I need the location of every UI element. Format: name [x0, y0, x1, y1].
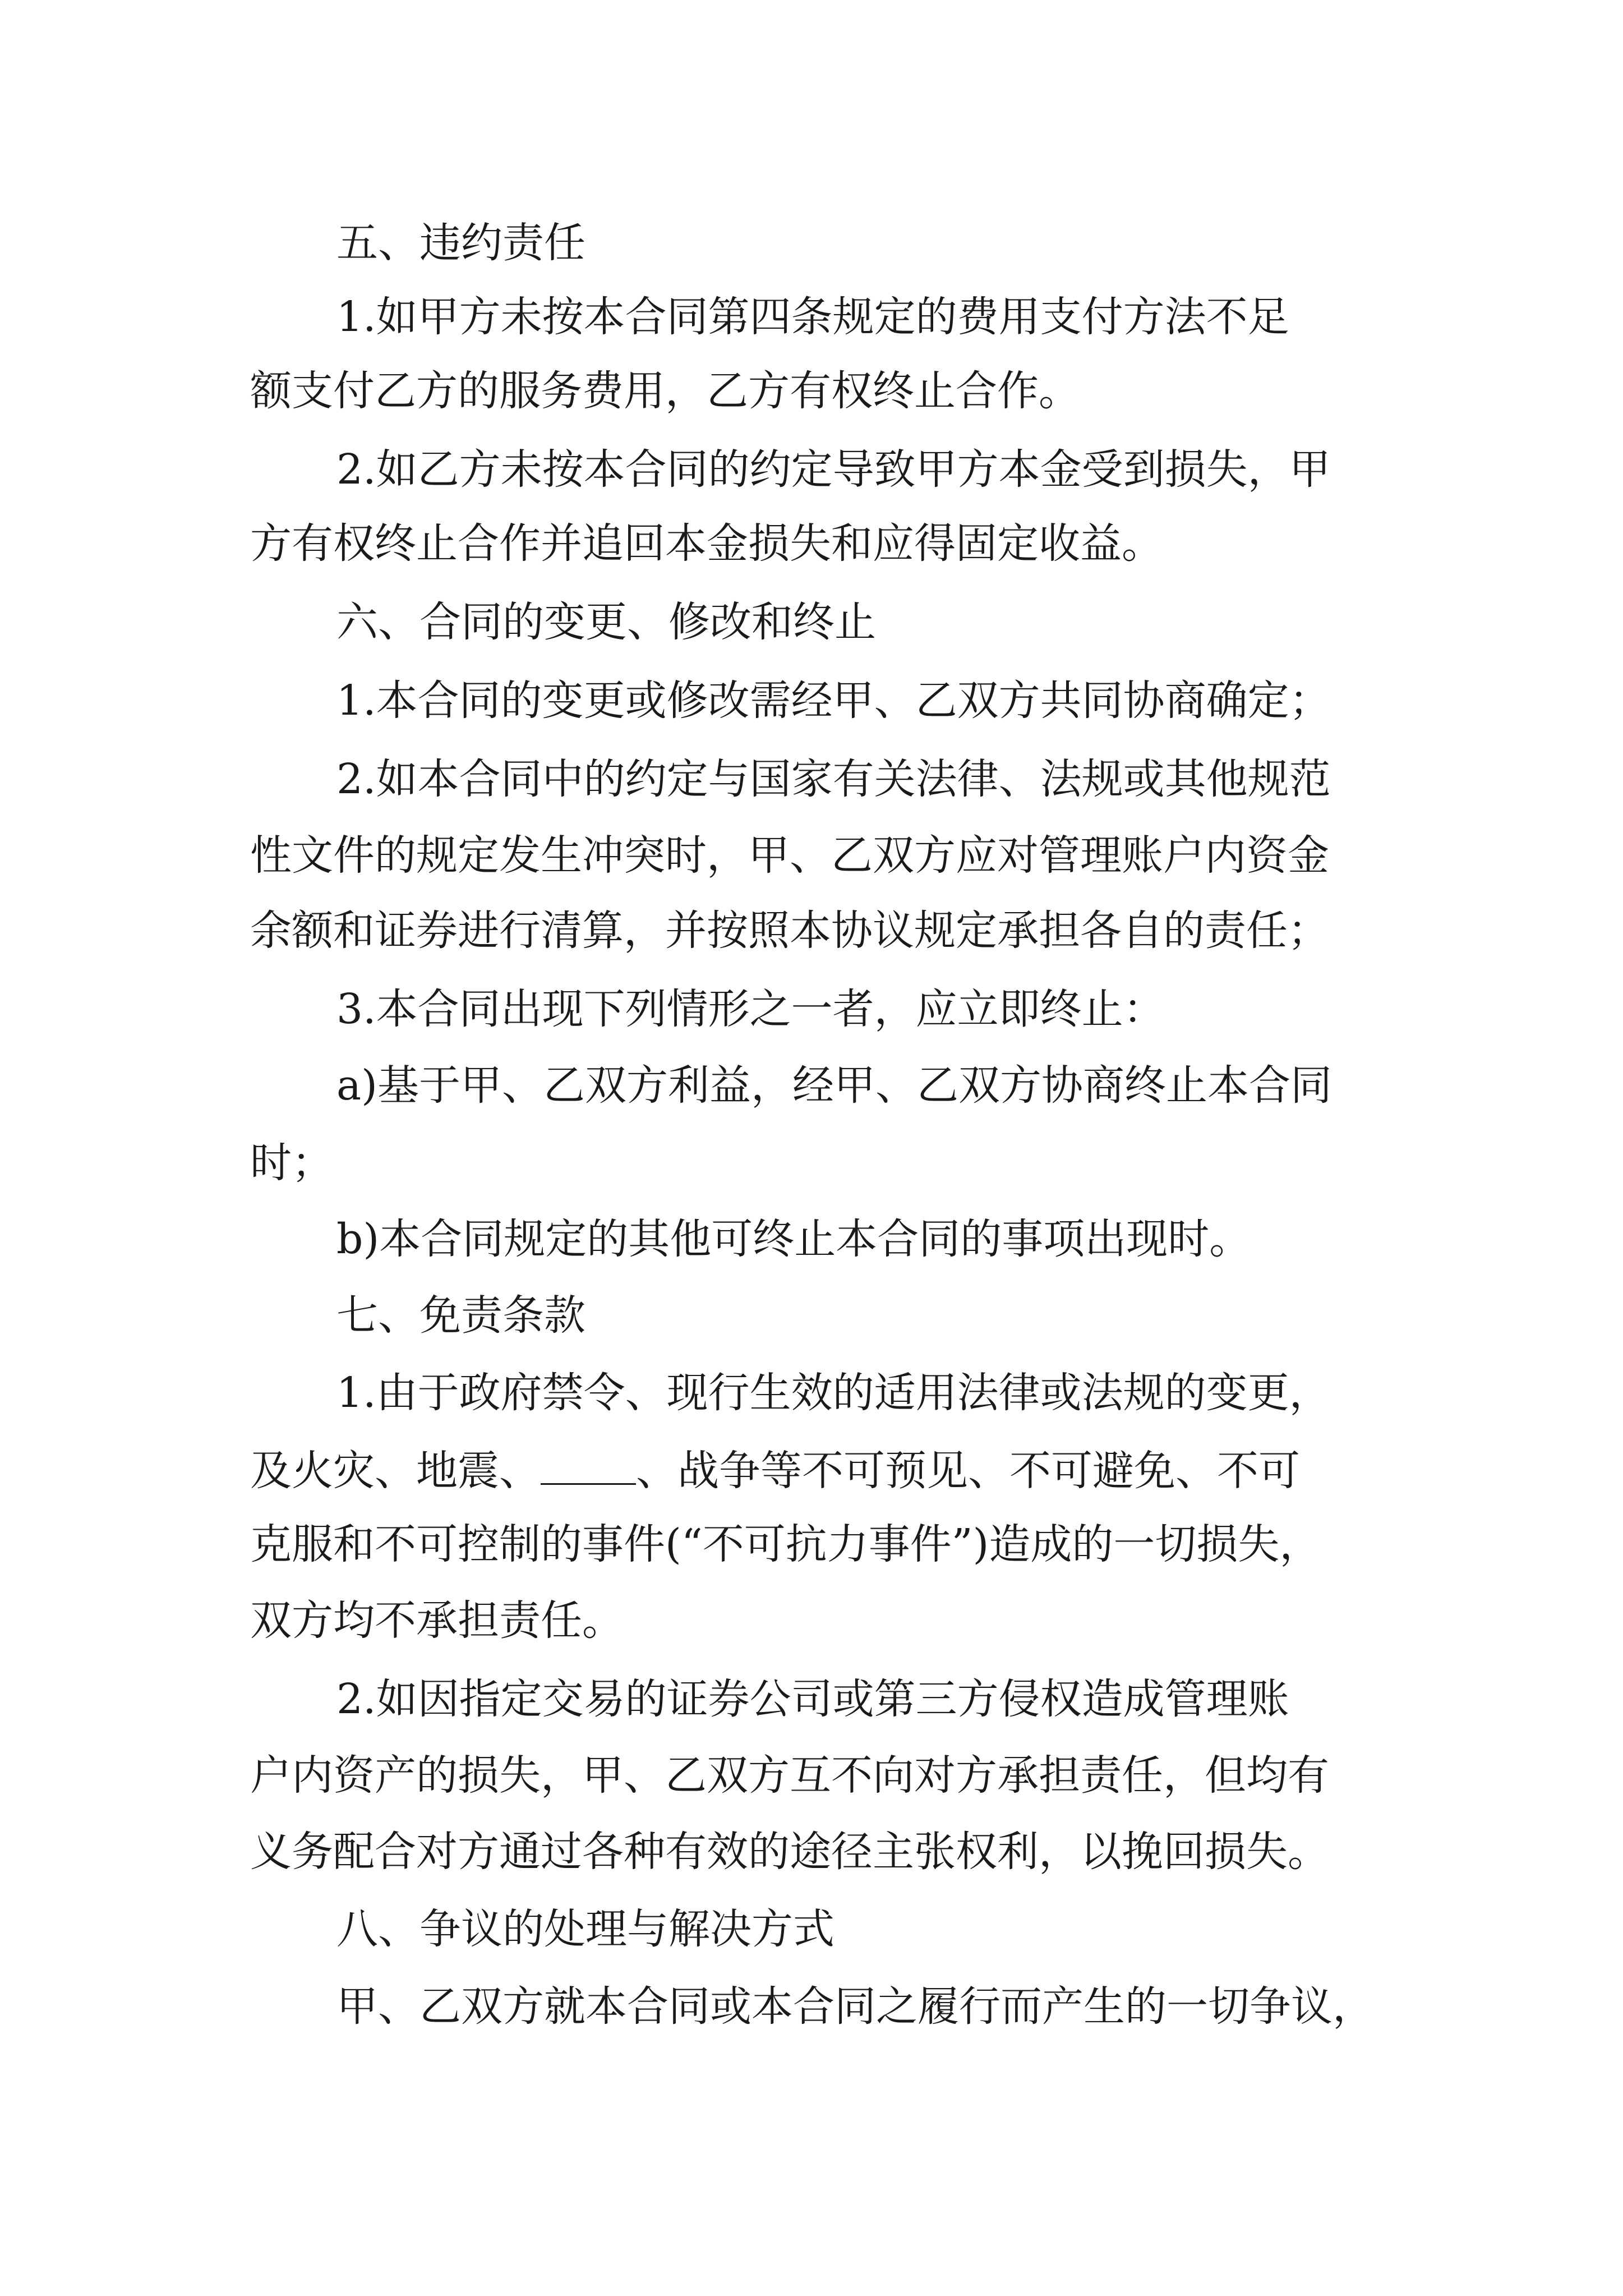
paragraph-line: 性文件的规定发生冲突时，甲、乙双方应对管理账户内资金 — [250, 831, 1329, 880]
paragraph-line: 1.由于政府禁令、现行生效的适用法律或法规的变更， — [336, 1369, 1331, 1417]
paragraph-text: 及火灾、地震、 — [250, 1447, 541, 1495]
paragraph-line: 户内资产的损失，甲、乙双方互不向对方承担责任，但均有 — [250, 1751, 1329, 1800]
paragraph-line: 义务配合对方通过各种有效的途径主张权利，以挽回损失。 — [250, 1828, 1329, 1876]
section-heading-8: 八、争议的处理与解决方式 — [336, 1905, 834, 1953]
paragraph-line: a)基于甲、乙双方利益，经甲、乙双方协商终止本合同 — [336, 1061, 1332, 1110]
paragraph-line: 3.本合同出现下列情形之一者，应立即终止： — [336, 985, 1165, 1033]
fill-in-blank — [541, 1448, 636, 1485]
paragraph-line: 余额和证券进行清算，并按照本协议规定承担各自的责任； — [250, 907, 1329, 955]
paragraph-line: b)本合同规定的其他可终止本合同的事项出现时。 — [336, 1215, 1251, 1263]
paragraph-line: 1.如甲方未按本合同第四条规定的费用支付方法不足 — [336, 293, 1289, 341]
section-heading-7: 七、免责条款 — [336, 1291, 585, 1340]
section-heading-5: 五、违约责任 — [336, 219, 585, 267]
paragraph-line: 双方均不承担责任。 — [250, 1596, 624, 1645]
paragraph-line: 2.如乙方未按本合同的约定导致甲方本金受到损失，甲 — [336, 445, 1331, 494]
paragraph-line: 时； — [250, 1139, 333, 1187]
paragraph-line: 2.如因指定交易的证券公司或第三方侵权造成管理账 — [336, 1675, 1289, 1723]
paragraph-line: 方有权终止合作并追回本金损失和应得固定收益。 — [250, 519, 1163, 568]
section-heading-6: 六、合同的变更、修改和终止 — [336, 598, 876, 646]
paragraph-line: 甲、乙双方就本合同或本合同之履行而产生的一切争议， — [336, 1982, 1374, 2031]
paragraph-line: 额支付乙方的服务费用，乙方有权终止合作。 — [250, 367, 1080, 415]
paragraph-line: 2.如本合同中的约定与国家有关法律、法规或其他规范 — [336, 755, 1331, 803]
paragraph-line: 1.本合同的变更或修改需经甲、乙双方共同协商确定； — [336, 677, 1331, 725]
paragraph-line: 克服和不可控制的事件(“不可抗力事件”)造成的一切损失， — [250, 1520, 1321, 1568]
paragraph-text: 、战争等不可预见、不可避免、不可 — [636, 1447, 1300, 1495]
paragraph-line — [250, 1447, 1300, 1495]
